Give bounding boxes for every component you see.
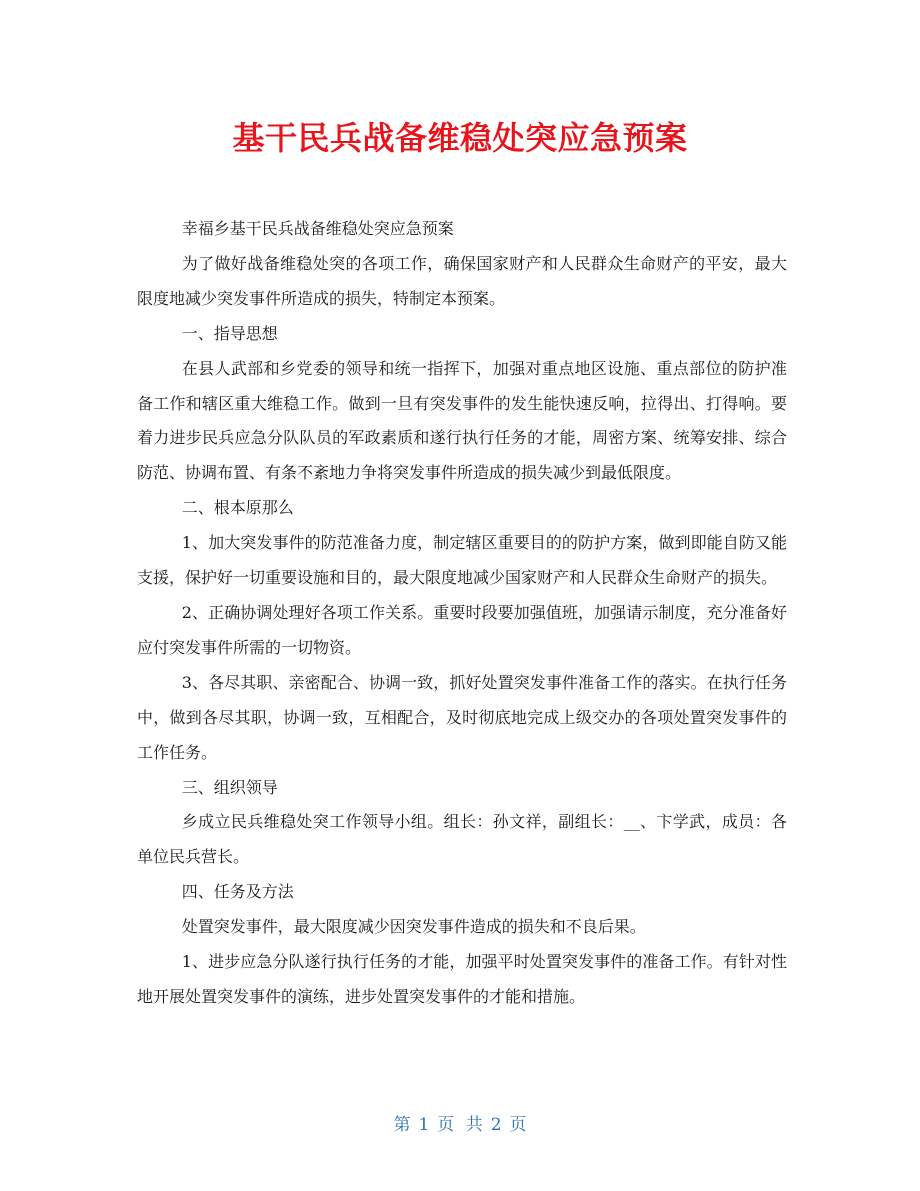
guiding-ideology-paragraph: 在县人武部和乡党委的领导和统一指挥下，加强对重点地区设施、重点部位的防护准备工作和辖区重大维稳工作。做到一旦有突发事件的发生能快速反响，拉得出、打得响。要着力进步民兵应急分队队员的军政素质和遂行执行任务的才能，周密方案、统筹安排、综合防范、协调布置、有条不紊地力争将突发事件所造成的损失减少到最低限度。 — [137, 358, 787, 483]
section-heading-principles: 二、根本原那么 — [181, 498, 294, 518]
document-body — [137, 212, 787, 1015]
tasks-intro-paragraph: 处置突发事件，最大限度减少因突发事件造成的损失和不良后果。 — [181, 917, 646, 937]
footer-total-pages: 2 — [490, 1115, 502, 1135]
principle-1-paragraph: 1、加大突发事件的防范准备力度，制定辖区重要目的的防护方案，做到即能自防又能支援，保护好一切重要设施和目的，最大限度地减少国家财产和人民群众生命财产的损失。 — [137, 533, 787, 588]
subtitle-paragraph: 幸福乡基干民兵战备维稳处突应急预案 — [181, 219, 454, 238]
footer-current-page: 1 — [418, 1115, 430, 1135]
principle-3-paragraph: 3、各尽其职、亲密配合、协调一致，抓好处置突发事件准备工作的落实。在执行任务中，做到各尽其职，协调一致，互相配合，及时彻底地完成上级交办的各项处置突发事件的工作任务。 — [137, 672, 787, 762]
principle-2-paragraph: 2、正确协调处理好各项工作关系。重要时段要加强值班，加强请示制度，充分准备好应付突发事件所需的一切物资。 — [137, 602, 787, 657]
footer-label-page: 第 — [393, 1115, 411, 1135]
intro-paragraph: 为了做好战备维稳处突的各项工作，确保国家财产和人民群众生命财产的平安，最大限度地减少突发事件所造成的损失，特制定本预案。 — [137, 253, 787, 308]
document-title: 基干民兵战备维稳处突应急预案 — [232, 119, 688, 157]
task-1-paragraph: 1、进步应急分队遂行执行任务的才能，加强平时处置突发事件的准备工作。有针对性地开展处置突发事件的演练，进步处置突发事件的才能和措施。 — [137, 952, 787, 1006]
footer-label-end: 页 — [509, 1115, 527, 1135]
section-heading-tasks-methods: 四、任务及方法 — [181, 882, 294, 902]
organization-paragraph: 乡成立民兵维稳处突工作领导小组。组长：孙文祥，副组长：__、卞学武，成员：各单位民兵营长。 — [137, 812, 787, 867]
footer-label-of: 页 共 — [437, 1115, 483, 1135]
section-heading-organization: 三、组织领导 — [181, 777, 278, 797]
page-footer — [0, 1112, 920, 1138]
section-heading-guiding-ideology: 一、指导思想 — [181, 323, 278, 343]
